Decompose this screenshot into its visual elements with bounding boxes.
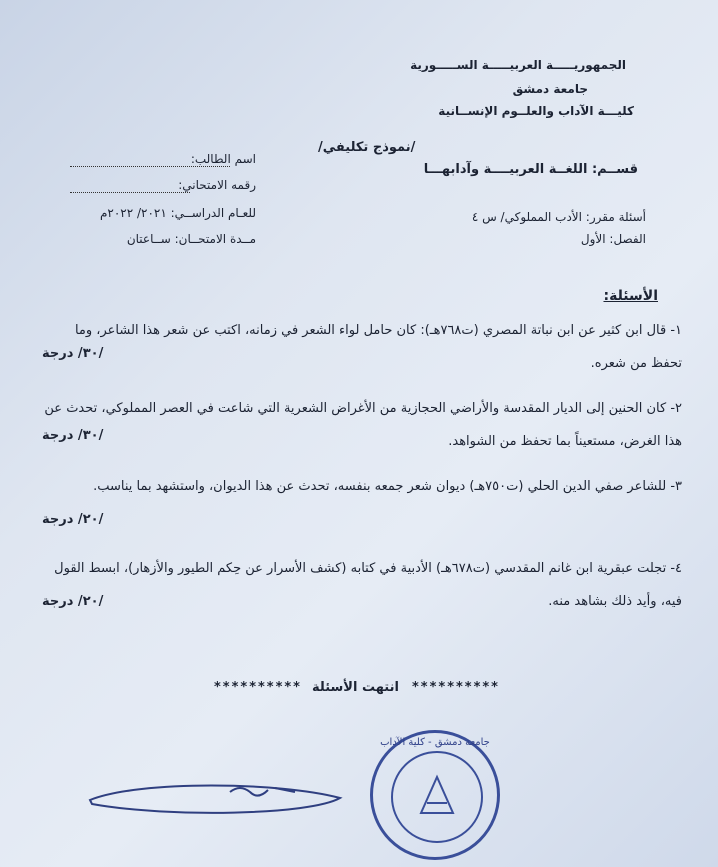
- faculty-name: كليـــة الآداب والعلــوم الإنســانية: [438, 104, 634, 118]
- semester: الفصل: الأول: [580, 232, 646, 246]
- question-4: ٤- تجلت عبقرية ابن غانم المقدسي (ت٦٧٨هـ) الأدبية في كتابه (كشف الأسرار عن حِكم الطيور والأزهار)، ابسط القول فيه، وأيد ذلك بشاهد منه.: [54, 561, 682, 609]
- university-seal: [370, 730, 500, 860]
- question-2-mark: /٣٠/ درجة: [42, 428, 104, 443]
- exam-duration: مــدة الامتحــان: ســاعتان: [126, 232, 256, 246]
- student-name-line: [70, 152, 230, 167]
- question-3: ٣- للشاعر صفي الدين الحلي (ت٧٥٠هـ) ديوان شعر جمعه بنفسه، تحدث عن هذا الديوان، واستشهد بما يناسب.: [93, 479, 682, 494]
- question-2: ٢- كان الحنين إلى الديار المقدسة والأراضي الحجازية من الأغراض الشعرية التي شاعت في العصر المملوكي، تحدث عن هذا الغرض، مستعيناً بما تحفظ من الشواهد.: [44, 401, 682, 449]
- question-4-mark: /٢٠/ درجة: [42, 594, 104, 609]
- question-3-mark: /٢٠/ درجة: [42, 512, 104, 527]
- department: قســم: اللغــة العربيــــة وآدابهـــا: [423, 162, 638, 177]
- seal-inner-ring: [391, 751, 483, 843]
- university-name: جامعة دمشق: [512, 82, 588, 96]
- questions-title: الأسئلة:: [603, 288, 658, 304]
- question-1: ١- قال ابن كثير عن ابن نباتة المصري (ت٧٦٨هـ): كان حامل لواء الشعر في زمانه، اكتب عن شعر هذا الشاعر، وما تحفظ من شعره.: [74, 323, 682, 371]
- student-name-label: اسم الطالب:: [190, 152, 256, 166]
- academic-year: للعـام الدراســي: ٢٠٢١/ ٢٠٢٢م: [99, 206, 256, 220]
- seal-emblem: [393, 753, 481, 841]
- stars-right: **********: [412, 680, 500, 695]
- end-of-questions: انتهت الأسئلة: [312, 680, 399, 695]
- seal-text: جامعة دمشق - كلية الآداب: [380, 737, 490, 748]
- signature: [80, 770, 350, 830]
- exam-number-line: [70, 178, 190, 193]
- stars-left: **********: [214, 680, 302, 695]
- course: أسئلة مقرر: الأدب المملوكي/ س ٤: [471, 210, 646, 224]
- exam-number-label: رقمه الامتحاني:: [178, 178, 256, 192]
- model-label: /نموذج تكليفي/: [318, 140, 416, 155]
- country-name: الجمهوريـــــة العربيـــــة الســـــورية: [410, 58, 626, 72]
- question-1-mark: /٣٠/ درجة: [42, 346, 104, 361]
